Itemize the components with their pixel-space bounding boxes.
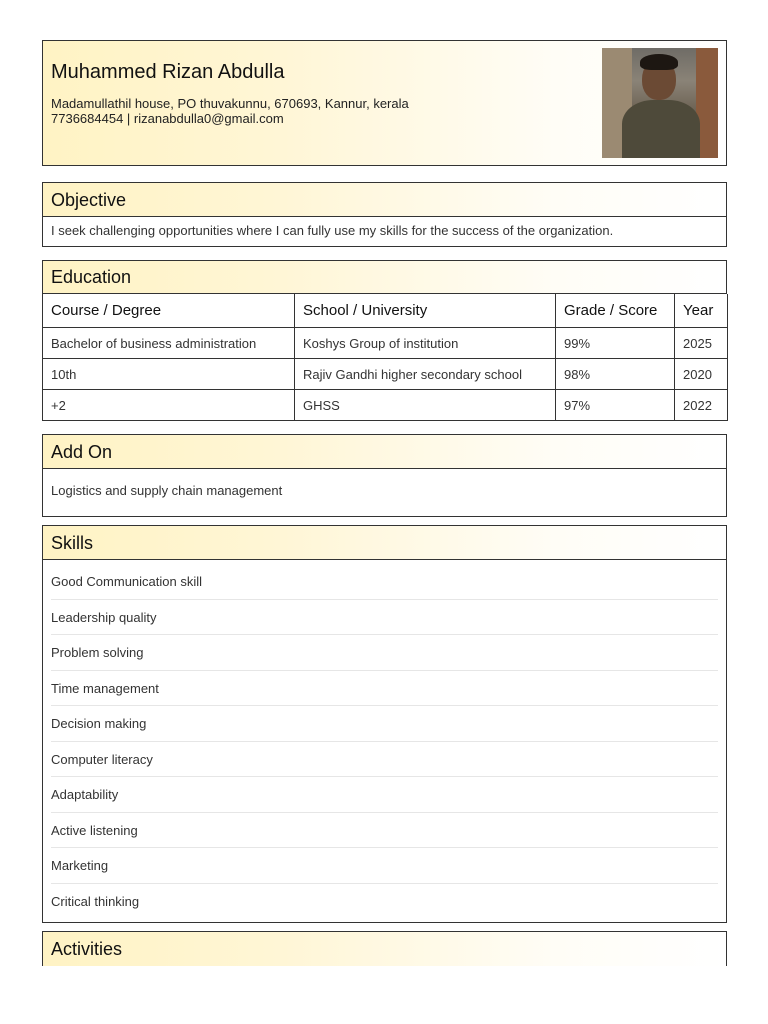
list-item: Good Communication skill <box>51 564 718 600</box>
section-title: Skills <box>42 525 727 560</box>
skills-list <box>42 560 727 923</box>
skills-section <box>42 525 727 923</box>
table-cell: Rajiv Gandhi higher secondary school <box>295 359 556 390</box>
table-cell: 99% <box>556 328 675 359</box>
section-title: Activities <box>42 931 727 966</box>
activities-section <box>42 931 727 966</box>
education-table <box>42 294 728 421</box>
section-title: Objective <box>42 182 727 217</box>
table-cell: Bachelor of business administration <box>43 328 295 359</box>
list-item: Adaptability <box>51 777 718 813</box>
table-cell: 97% <box>556 390 675 421</box>
column-header: Course / Degree <box>43 294 295 328</box>
table-header-row <box>43 294 728 328</box>
profile-photo <box>602 48 718 158</box>
table-cell: +2 <box>43 390 295 421</box>
resume-header <box>42 40 727 166</box>
resume-page <box>42 40 727 966</box>
table-row <box>43 359 728 390</box>
table-cell: 2025 <box>675 328 728 359</box>
list-item: Active listening <box>51 813 718 849</box>
objective-section <box>42 182 727 247</box>
column-header: Year <box>675 294 728 328</box>
education-section <box>42 260 727 421</box>
addon-text: Logistics and supply chain management <box>42 469 727 517</box>
table-cell: 98% <box>556 359 675 390</box>
address-line: Madamullathil house, PO thuvakunnu, 670693, Kannur, kerala <box>51 96 409 111</box>
objective-text: I seek challenging opportunities where I can fully use my skills for the success of the organization. <box>42 217 727 247</box>
list-item: Marketing <box>51 848 718 884</box>
list-item: Decision making <box>51 706 718 742</box>
list-item: Leadership quality <box>51 600 718 636</box>
addon-section <box>42 434 727 517</box>
table-row <box>43 328 728 359</box>
column-header: School / University <box>295 294 556 328</box>
table-cell: Koshys Group of institution <box>295 328 556 359</box>
list-item: Problem solving <box>51 635 718 671</box>
list-item: Time management <box>51 671 718 707</box>
table-row <box>43 390 728 421</box>
column-header: Grade / Score <box>556 294 675 328</box>
table-cell: 10th <box>43 359 295 390</box>
table-cell: 2020 <box>675 359 728 390</box>
contact-block <box>51 96 409 126</box>
list-item: Critical thinking <box>51 893 140 909</box>
candidate-name: Muhammed Rizan Abdulla <box>51 61 285 83</box>
section-title: Education <box>42 260 727 294</box>
table-cell: GHSS <box>295 390 556 421</box>
section-title: Add On <box>42 434 727 469</box>
phone-email-line: 7736684454 | rizanabdulla0@gmail.com <box>51 111 284 126</box>
list-item: Computer literacy <box>51 742 718 778</box>
table-cell: 2022 <box>675 390 728 421</box>
